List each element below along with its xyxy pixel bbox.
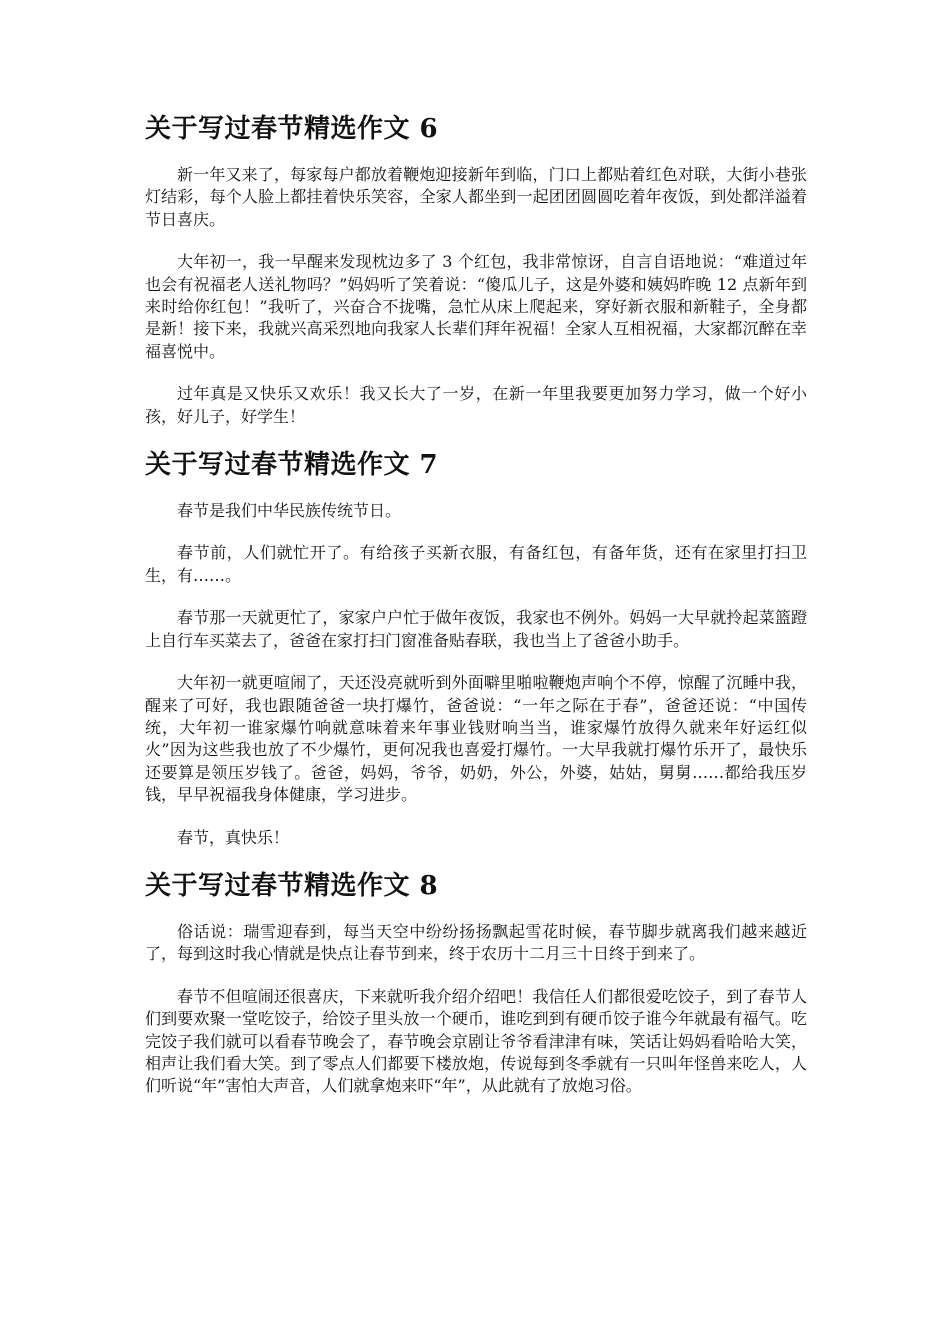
essay-section-6 bbox=[145, 112, 807, 428]
paragraph: 大年初一就更喧闹了，天还没亮就听到外面噼里啪啦鞭炮声响个不停，惊醒了沉睡中我，醒来了可好，我也跟随爸爸一块打爆竹，爸爸说：“一年之际在于春”，爸爸还说：“中国传统，大年初一谁家爆竹响就意味着来年事业钱财响当当，谁家爆竹放得久就来年好运红似火”因为这些我也放了不少爆竹，更何况我也喜爱打爆竹。一大早我就打爆竹乐开了，最快乐还要算是领压岁钱了。爸爸，妈妈，爷爷，奶奶，外公，外婆，姑姑，舅舅……都给我压岁钱，早早祝福我身体健康，学习进步。 bbox=[145, 673, 807, 805]
essay-section-7 bbox=[145, 448, 807, 849]
paragraph: 过年真是又快乐又欢乐！我又长大了一岁，在新一年里我要更加努力学习，做一个好小孩，好儿子，好学生！ bbox=[145, 384, 807, 426]
paragraph: 新一年又来了，每家每户都放着鞭炮迎接新年到临，门口上都贴着红色对联，大街小巷张灯结彩，每个人脸上都挂着快乐笑容，全家人都坐到一起团团圆圆吃着年夜饭，到处都洋溢着节日喜庆。 bbox=[145, 165, 807, 229]
paragraph: 春节不但喧闹还很喜庆，下来就听我介绍介绍吧！我信任人们都很爱吃饺子，到了春节人们到要欢聚一堂吃饺子，给饺子里头放一个硬币，谁吃到到有硬币饺子谁今年就最有福气。吃完饺子我们就可以看春节晚会了，春节晚会京剧让爷爷看津津有味，笑话让妈妈看哈哈大笑，相声让我们看大笑。到了零点人们都要下楼放炮，传说每到冬季就有一只叫年怪兽来吃人，人们听说“年”害怕大声音，人们就拿炮来吓“年”，从此就有了放炮习俗。 bbox=[145, 986, 807, 1096]
paragraph: 大年初一，我一早醒来发现枕边多了 3 个红包，我非常惊讶，自言自语地说：“难道过年也会有祝福老人送礼物吗？”妈妈听了笑着说：“傻瓜儿子，这是外婆和姨妈昨晚 12 点新年到来时给你红包！”我听了，兴奋合不拢嘴，急忙从床上爬起来，穿好新衣服和新鞋子，全身都是新！接下来，我就兴高采烈地向我家人长辈们拜年祝福！全家人互相祝福，大家都沉醉在幸福喜悦中。 bbox=[145, 252, 807, 361]
paragraph: 春节前，人们就忙开了。有给孩子买新衣服，有备红包，有备年货，还有在家里打扫卫生，有……。 bbox=[145, 543, 807, 585]
section-title: 关于写过春节精选作文 8 bbox=[145, 870, 439, 901]
document-page bbox=[145, 112, 807, 1118]
paragraph: 春节那一天就更忙了，家家户户忙于做年夜饭，我家也不例外。妈妈一大早就拎起菜篮蹬上自行车买菜去了，爸爸在家打扫门窗准备贴春联，我也当上了爸爸小助手。 bbox=[145, 608, 807, 650]
paragraph: 春节是我们中华民族传统节日。 bbox=[177, 501, 402, 521]
section-title: 关于写过春节精选作文 6 bbox=[145, 114, 439, 144]
paragraph: 春节，真快乐！ bbox=[177, 827, 290, 847]
essay-section-8 bbox=[145, 869, 807, 1098]
section-title: 关于写过春节精选作文 7 bbox=[145, 450, 439, 481]
paragraph: 俗话说：瑞雪迎春到，每当天空中纷纷扬扬飘起雪花时候，春节脚步就离我们越来越近了，每到这时我心情就是快点让春节到来，终于农历十二月三十日终于到来了。 bbox=[145, 921, 807, 964]
